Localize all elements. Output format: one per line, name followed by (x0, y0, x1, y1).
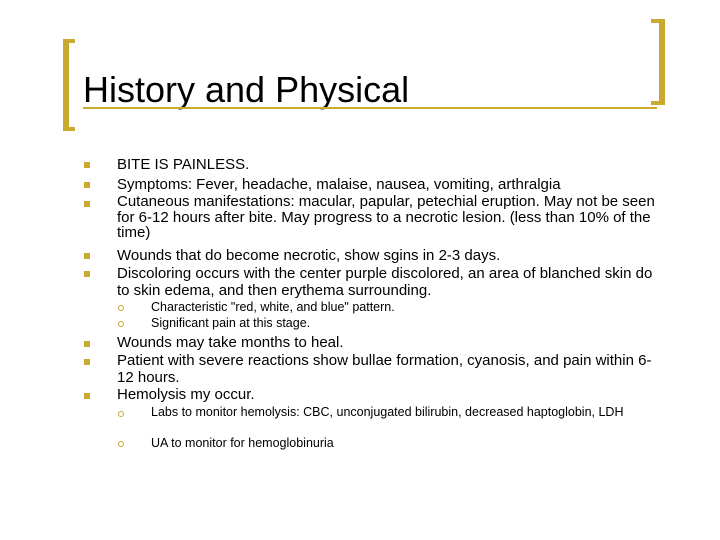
sub-bullet-circle-icon (118, 305, 124, 311)
sub-bullet-text: UA to monitor for hemoglobinuria (151, 436, 334, 450)
bullet-square-icon (84, 359, 90, 365)
bullet-square-icon (84, 162, 90, 168)
bullet-text: Wounds may take months to heal. (117, 334, 344, 351)
bullet-square-icon (84, 182, 90, 188)
bullet-text: Discoloring occurs with the center purple discolored, an area of blanched skin do to skin edema, and then erythema surrounding. (117, 265, 653, 299)
bullet-square-icon (84, 341, 90, 347)
bullet-square-icon (84, 393, 90, 399)
bullet-text: Patient with severe reactions show bullae formation, cyanosis, and pain within 6-12 hours. (117, 352, 652, 386)
bullet-square-icon (84, 201, 90, 207)
bullet-text: Symptoms: Fever, headache, malaise, nausea, vomiting, arthralgia (117, 176, 561, 193)
bullet-text: Hemolysis my occur. (117, 386, 255, 403)
sub-bullet-text: Significant pain at this stage. (151, 316, 311, 330)
sub-bullet-circle-icon (118, 441, 124, 447)
bullet-text: Wounds that do become necrotic, show sgins in 2-3 days. (117, 247, 501, 264)
bullet-text: Cutaneous manifestations: macular, papular, petechial eruption. May not be seen for 6-12 hours after bite. May progress to a necrotic lesion. (less than 10% of the time) (117, 193, 655, 241)
bullet-square-icon (84, 253, 90, 259)
bullet-text: BITE IS PAINLESS. (117, 156, 250, 173)
bullet-square-icon (84, 271, 90, 277)
sub-bullet-circle-icon (118, 411, 124, 417)
sub-bullet-text: Labs to monitor hemolysis: CBC, unconjugated bilirubin, decreased haptoglobin, LDH (151, 405, 624, 419)
sub-bullet-circle-icon (118, 321, 124, 327)
slide-title: History and Physical (83, 69, 410, 110)
sub-bullet-text: Characteristic "red, white, and blue" pattern. (151, 300, 395, 314)
